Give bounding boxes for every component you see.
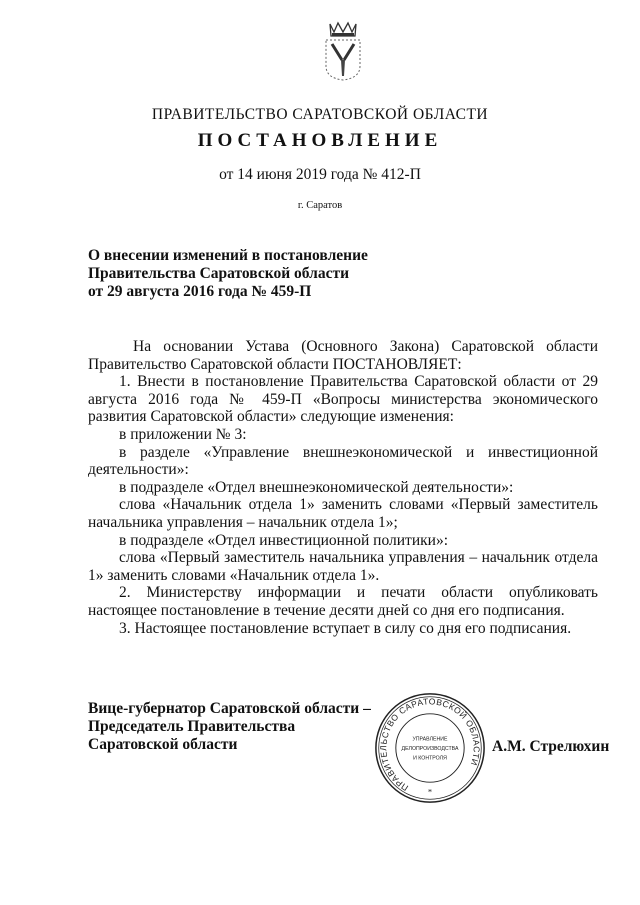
subject-line: Правительства Саратовской области <box>88 265 349 282</box>
paragraph: 3. Настоящее постановление вступает в силу со дня его подписания. <box>119 619 572 637</box>
paragraph: 1. Внести в постановление Правительства Саратовской области от 29 августа 2016 года № 459-П «Вопросы министерства экономического развития Саратовской области» следующие изменения: <box>88 373 598 426</box>
paragraph: в разделе «Управление внешнеэкономической и инвестиционной деятельности»: <box>88 443 598 479</box>
document-subject <box>88 247 368 301</box>
paragraph: На основании Устава (Основного Закона) Саратовской области Правительство Саратовской области ПОСТАНОВЛЯЕТ: <box>88 338 598 373</box>
paragraph: в подразделе «Отдел инвестиционной политики»: <box>119 531 448 549</box>
svg-text:И КОНТРОЛЯ: И КОНТРОЛЯ <box>413 755 447 762</box>
official-stamp <box>374 692 486 804</box>
svg-text:*: * <box>427 786 433 797</box>
paragraph: в подразделе «Отдел внешнеэкономической деятельности»: <box>119 478 514 496</box>
paragraph: слова «Первый заместитель начальника управления – начальник отдела 1» заменить словами «Начальник отдела 1». <box>88 549 598 584</box>
position-line: Саратовской области <box>88 736 238 753</box>
document-city: г. Саратов <box>297 200 343 211</box>
subject-line: от 29 августа 2016 года № 459-П <box>88 283 312 300</box>
government-name: ПРАВИТЕЛЬСТВО САРАТОВСКОЙ ОБЛАСТИ <box>151 106 489 123</box>
signatory-position <box>88 700 371 754</box>
document-body <box>88 338 598 637</box>
stamp-ring-text: ПРАВИТЕЛЬСТВО САРАТОВСКОЙ ОБЛАСТИ <box>378 696 482 794</box>
document-date-number: от 14 июня 2019 года № 412-П <box>219 166 421 183</box>
signatory-name: А.М. Стрелюхин <box>492 738 610 755</box>
paragraph: 2. Министерству информации и печати области опубликовать настоящее постановление в течение десяти дней со дня его подписания. <box>88 584 598 619</box>
svg-text:УПРАВЛЕНИЕ: УПРАВЛЕНИЕ <box>412 736 448 743</box>
position-line: Вице-губернатор Саратовской области – <box>88 700 371 717</box>
subject-line: О внесении изменений в постановление <box>88 247 368 264</box>
svg-text:ДЕЛОПРОИЗВОДСТВА: ДЕЛОПРОИЗВОДСТВА <box>401 745 459 752</box>
coat-of-arms-icon <box>322 20 364 82</box>
position-line: Председатель Правительства <box>88 718 296 735</box>
document-title: ПОСТАНОВЛЕНИЕ <box>197 130 443 151</box>
paragraph: слова «Начальник отдела 1» заменить словами «Первый заместитель начальника управления – начальник отдела 1»; <box>88 496 598 531</box>
paragraph: в приложении № 3: <box>119 425 247 443</box>
